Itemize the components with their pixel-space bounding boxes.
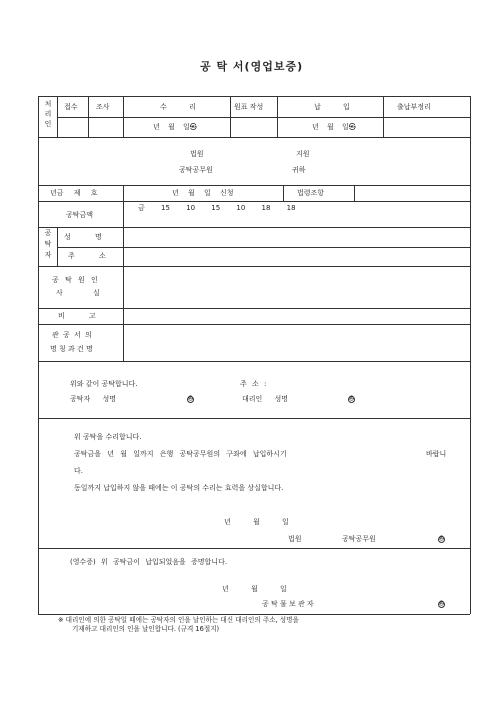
amount-label: 공탁금액 (66, 211, 94, 219)
accept-warning: 동일까지 납입하지 않을 때에는 이 공탁의 수리는 효력을 상실합니다. (74, 484, 284, 492)
apply-date-label: 년 월 일 신청 (172, 189, 234, 197)
agent-name-label: 대리인 성명 (242, 395, 289, 403)
court-label: 법원 (190, 150, 204, 158)
footnote-line-2: 기재하고 대리인의 인을 날인합니다. (규격 16절지) (72, 625, 220, 633)
depositor-side-label: 공 탁 자 (44, 229, 52, 259)
remark-label: 비 고 (58, 312, 96, 320)
suri-date: 년 월 일㉿ (153, 123, 197, 131)
accept-instruction-end: 바랍니 (426, 450, 447, 458)
page-title: 공 탁 서(영업보증) (200, 60, 304, 73)
napip-label: 납 입 (314, 103, 360, 111)
receipt-statement: (영수증) 위 공탁금이 납입되었음을 증명합니다. (70, 558, 228, 566)
officer-seal-mark: ㉿ (439, 536, 445, 542)
accept-statement: 위 공탁을 수리합니다. (74, 433, 142, 441)
branch-label: 지원 (296, 150, 310, 158)
accept-date: 년 월 일 (224, 518, 289, 526)
josa-label: 조사 (96, 103, 110, 111)
jeopsu-label: 접수 (64, 103, 78, 111)
wonpyo-label: 원표 작성 (234, 103, 264, 111)
chulnap-label: 출납부정리 (397, 103, 431, 111)
amount-value: 금 15 10 15 10 18 18 (138, 204, 296, 212)
law-label: 법령조항 (297, 189, 325, 197)
depositor-name-label: 공탁자 성명 (70, 395, 117, 403)
keeper-label: 공 탁 물 보 관 자 (262, 600, 314, 608)
receipt-date: 년 월 일 (222, 585, 287, 593)
accept-court: 법원 (288, 535, 302, 543)
napip-date: 년 월 일㉿ (312, 123, 356, 131)
cause-label-2: 사 실 (56, 289, 100, 297)
case-number-label: 년금 제 호 (50, 189, 98, 197)
authority-label-2: 명 칭 과 건 명 (50, 345, 93, 353)
name-label: 성 명 (64, 233, 102, 241)
accept-instruction-tail: 다. (74, 467, 83, 475)
cause-label-1: 공 탁 원 인 (52, 276, 100, 284)
accept-officer: 공탁공무원 (342, 535, 376, 543)
apply-address-label: 주 소 : (240, 380, 267, 388)
keeper-seal-mark: ㉿ (439, 601, 445, 607)
officer-label: 공탁공무원 (179, 166, 213, 174)
address-label: 주 소 (68, 252, 106, 260)
footnote-line-1: ※ 대리인에 의한 공탁일 때에는 공탁자의 인을 날인하는 대신 대리인의 주소, 성명을 (58, 616, 299, 624)
apply-statement: 위와 같이 공탁합니다. (70, 380, 138, 388)
authority-label-1: 관 공 서 의 (52, 331, 93, 339)
cheori-label: 처 리 인 (44, 100, 52, 128)
gwiha-label: 귀하 (292, 166, 306, 174)
depositor-seal-mark: ㉿ (188, 396, 194, 402)
agent-seal-mark: ㉿ (349, 396, 355, 402)
suri-label: 수 리 (160, 103, 206, 111)
accept-instruction: 공탁금을 년 월 일까지 은행 공탁공무원의 구좌에 납입하시기 (74, 450, 287, 458)
